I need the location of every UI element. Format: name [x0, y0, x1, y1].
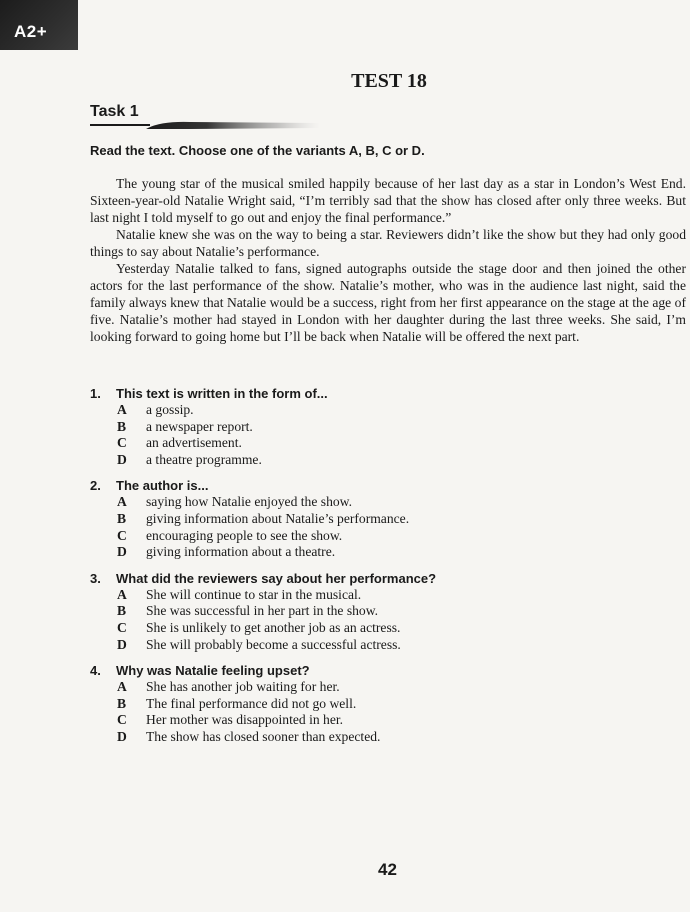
option-text: an advertisement.: [146, 435, 242, 451]
level-badge: A2+: [14, 22, 48, 41]
option-text: a gossip.: [146, 402, 194, 417]
answer-option: [90, 712, 680, 729]
question-3: [90, 570, 680, 653]
option-letter: D: [117, 728, 127, 744]
option-letter: A: [117, 494, 127, 510]
option-text: The show has closed sooner than expected.: [146, 728, 381, 744]
answer-option: [90, 696, 680, 713]
reading-passage: [90, 175, 686, 345]
option-text: saying how Natalie enjoyed the show.: [146, 494, 352, 510]
question-number: 4.: [90, 663, 101, 679]
question-number: 1.: [90, 386, 101, 401]
question-text: This text is written in the form of...: [116, 386, 328, 401]
question-4: [90, 662, 680, 745]
answer-option: [90, 528, 680, 545]
option-letter: C: [117, 712, 127, 728]
option-text: a theatre programme.: [146, 451, 262, 467]
passage-paragraph: The young star of the musical smiled happily because of her last day as a star in London’s West End. Sixteen-year-old Natalie Wright said, “I’m terribly sad that the show has closed after only three weeks. But last night I told myself to go out and enjoy the final performance.”: [90, 176, 686, 225]
task-header: [90, 103, 340, 127]
level-badge-box: [0, 0, 78, 50]
question-text: Why was Natalie feeling upset?: [116, 663, 310, 679]
option-text: a newspaper report.: [146, 418, 253, 434]
answer-option: [90, 587, 680, 604]
answer-option: [90, 637, 680, 654]
option-letter: D: [117, 451, 127, 467]
option-letter: D: [117, 636, 127, 652]
question-1: [90, 385, 680, 468]
question-list: [90, 385, 680, 755]
option-letter: A: [117, 586, 127, 602]
answer-option: [90, 511, 680, 528]
option-letter: B: [117, 603, 127, 619]
option-letter: C: [117, 619, 127, 635]
option-text: The final performance did not go well.: [146, 695, 357, 711]
question-text: What did the reviewers say about her performance?: [116, 570, 437, 586]
answer-option: [90, 419, 680, 436]
option-text: She is unlikely to get another job as an actress.: [146, 619, 401, 635]
question-2: [90, 477, 680, 560]
page-title: TEST 18: [351, 70, 427, 92]
option-letter: A: [117, 679, 127, 695]
question-number: 2.: [90, 478, 101, 494]
answer-option: [90, 603, 680, 620]
option-letter: B: [117, 695, 127, 711]
answer-option: [90, 494, 680, 511]
answer-option: [90, 435, 680, 452]
answer-option: [90, 402, 680, 419]
answer-option: [90, 679, 680, 696]
page-number: 42: [378, 860, 397, 879]
option-text: She was successful in her part in the show.: [146, 603, 379, 619]
passage-paragraph: Natalie knew she was on the way to being a star. Reviewers didn’t like the show but they had only good things to say about Natalie’s performance.: [90, 227, 686, 259]
option-text: giving information about Natalie’s performance.: [146, 510, 410, 526]
option-letter: C: [117, 435, 127, 451]
passage-paragraph: Yesterday Natalie talked to fans, signed autographs outside the stage door and then joined the other actors for the last performance of the show. Natalie’s mother, who was in the audience last night, said the family always knew that Natalie would be a success, right from her first appearance on the stage at the age of five. Natalie’s mother had stayed in London with her daughter during the last three weeks. She said, I’m looking forward to going home but I’ll be back when Natalie will be offered the next part.: [90, 261, 686, 344]
answer-option: [90, 729, 680, 746]
answer-option: [90, 620, 680, 637]
task-underline-bar: [90, 121, 320, 131]
option-text: She will probably become a successful actress.: [146, 636, 401, 652]
option-letter: D: [117, 544, 127, 560]
answer-option: [90, 452, 680, 469]
option-text: encouraging people to see the show.: [146, 527, 343, 543]
option-text: She will continue to star in the musical.: [146, 586, 362, 602]
option-letter: B: [117, 418, 127, 434]
option-text: She has another job waiting for her.: [146, 679, 340, 695]
option-text: giving information about a theatre.: [146, 544, 336, 560]
option-text: Her mother was disappointed in her.: [146, 712, 344, 728]
question-number: 3.: [90, 570, 101, 586]
answer-option: [90, 544, 680, 561]
instruction-text: Read the text. Choose one of the variants A, B, C or D.: [90, 143, 425, 158]
option-letter: B: [117, 510, 127, 526]
task-label: Task 1: [90, 103, 139, 120]
option-letter: C: [117, 527, 127, 543]
question-text: The author is...: [116, 478, 209, 494]
option-letter: A: [117, 402, 127, 417]
